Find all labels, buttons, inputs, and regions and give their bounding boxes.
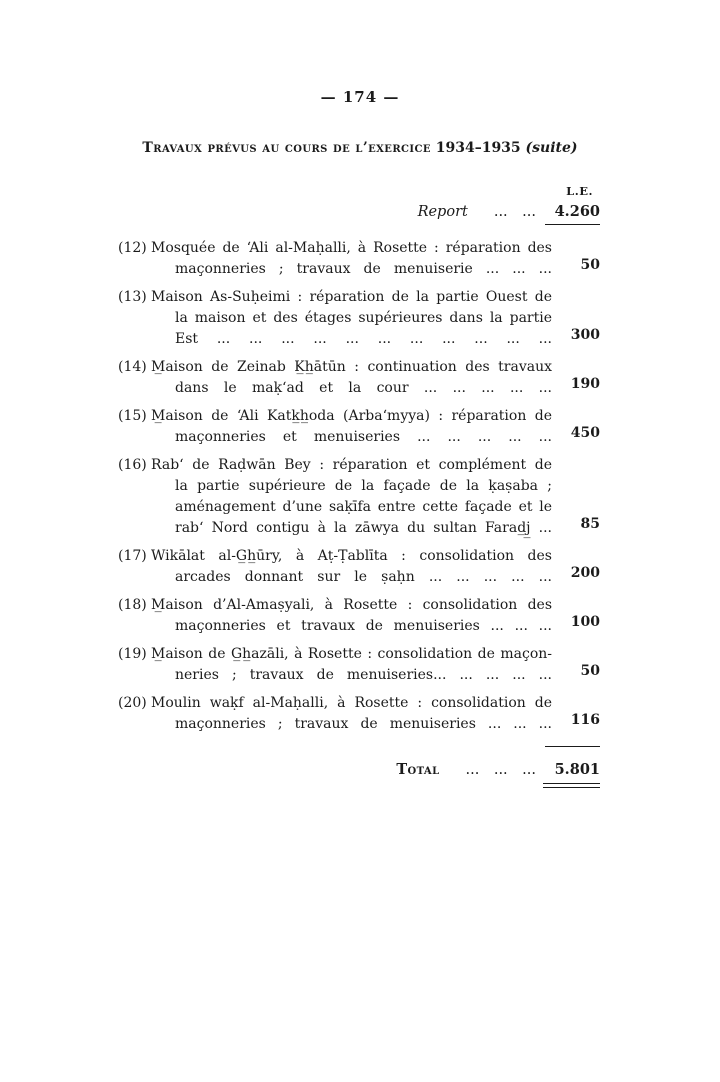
item-line: maçonneries ; travaux de menuiserie ... ... ... [175, 261, 552, 277]
title-years: 1934–1935 [435, 140, 521, 156]
page-number: — 174 — [320, 88, 400, 106]
item-text [151, 238, 552, 280]
total-text [118, 761, 552, 778]
item-line: Est ... ... ... ... ... ... ... ... ... ... ... [175, 331, 552, 347]
item-line: maçonneries et travaux de menuiseries ... ... ... [175, 618, 552, 634]
item-text [151, 455, 552, 539]
item-amount: 200 [570, 565, 600, 581]
leader-dots: ... ... ... [465, 762, 536, 778]
rule-under-report [118, 220, 600, 225]
document-title [0, 140, 720, 156]
item-line: Moulin waḳf al-Maḥalli, à Rosette : consolidation de [151, 695, 552, 711]
item-text [151, 546, 552, 588]
item-line: neries ; travaux de menuiseries... ... ... ... ... [175, 667, 552, 683]
single-rule [545, 746, 600, 747]
item-line: M̲aison de G̲h̲azāli, à Rosette : consolidation de maçon- [151, 646, 552, 662]
item-amount: 50 [580, 257, 600, 273]
item-text [151, 644, 552, 686]
title-text: Travaux prévus au cours de l’exercice [142, 140, 431, 156]
item-line: maçonneries ; travaux de menuiseries ... ... ... [175, 716, 552, 732]
item-line: Wikālat al-G̲h̲ūry, à Aṭ-Ṭablīta : consolidation des [151, 548, 552, 564]
title-suite: (suite) [525, 140, 578, 156]
total-row [118, 761, 600, 778]
ledger-item-13 [118, 287, 600, 350]
ledger-item-16 [118, 455, 600, 539]
ledger-item-18 [118, 595, 600, 637]
report-amount: 4.260 [554, 203, 600, 220]
item-text [151, 595, 552, 637]
item-line: la maison et des étages supérieures dans la partie [175, 310, 552, 326]
ledger-item-12 [118, 238, 600, 280]
item-amount: 85 [580, 516, 600, 532]
item-number: (20) [118, 695, 147, 711]
item-amount: 50 [580, 663, 600, 679]
item-line: M̲aison de Zeinab K̲h̲ātūn : continuation des travaux [151, 359, 552, 375]
item-text [151, 357, 552, 399]
item-list [118, 238, 600, 735]
item-text [151, 406, 552, 448]
item-text [151, 287, 552, 350]
item-line: aménagement d’une saḳīfa entre cette façade et le [175, 499, 552, 515]
report-label: Report [417, 204, 468, 220]
item-line: maçonneries et menuiseries ... ... ... ... ... [175, 429, 552, 445]
item-number: (13) [118, 289, 147, 305]
item-number: (12) [118, 240, 147, 256]
item-line: la partie supérieure de la façade de la ḳaṣaba ; [175, 478, 552, 494]
currency-column-header: L.E. [566, 184, 593, 198]
item-line: dans le maḳ‘ad et la cour ... ... ... ... ... [175, 380, 552, 396]
item-amount: 300 [570, 327, 600, 343]
ledger-item-19 [118, 644, 600, 686]
item-line: arcades donnant sur le ṣaḥn ... ... ... ... ... [175, 569, 552, 585]
item-line: M̲aison d’Al-Amaṣyali, à Rosette : consolidation des [151, 597, 552, 613]
item-line: Maison As-Suḥeimi : réparation de la partie Ouest de [151, 289, 552, 305]
item-number: (15) [118, 408, 147, 424]
leader-dots: ... ... [493, 204, 536, 220]
item-amount: 190 [570, 376, 600, 392]
ledger-item-15 [118, 406, 600, 448]
ledger-table [118, 184, 600, 788]
item-number: (17) [118, 548, 147, 564]
item-text [151, 693, 552, 735]
item-line: Rab‘ de Raḍwān Bey : réparation et complément de [151, 457, 552, 473]
item-amount: 100 [570, 614, 600, 630]
item-line: Mosquée de ‘Ali al-Maḥalli, à Rosette : réparation des [151, 240, 552, 256]
item-number: (18) [118, 597, 147, 613]
total-amount: 5.801 [554, 761, 600, 778]
item-number: (16) [118, 457, 147, 473]
double-rule [543, 783, 600, 788]
report-row [118, 203, 600, 220]
item-amount: 116 [570, 712, 600, 728]
rule-under-total [118, 778, 600, 788]
ledger-item-14 [118, 357, 600, 399]
item-amount: 450 [570, 425, 600, 441]
ledger-item-17 [118, 546, 600, 588]
single-rule [545, 224, 600, 225]
ledger-item-20 [118, 693, 600, 735]
rule-above-total [118, 735, 600, 747]
item-line: rab‘ Nord contigu à la zāwya du sultan Farad̲j̲ ... [175, 520, 552, 536]
report-text [118, 204, 552, 220]
item-line: M̲aison de ‘Ali Katk̲h̲oda (Arba‘myya) : réparation de [151, 408, 552, 424]
total-label: Total [396, 761, 440, 778]
item-number: (14) [118, 359, 147, 375]
item-number: (19) [118, 646, 147, 662]
